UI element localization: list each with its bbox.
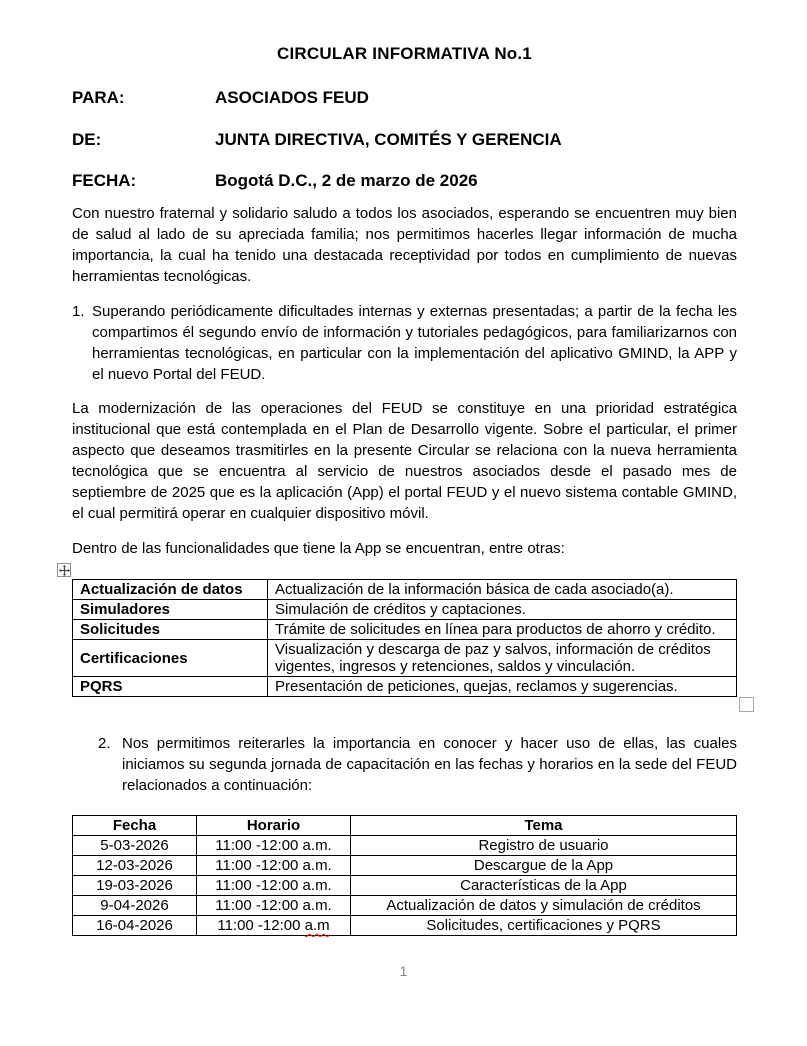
item-2-number: 2. [98, 735, 111, 752]
header-tema: Tema [351, 816, 737, 836]
page-number: 1 [399, 963, 408, 979]
item-1-number: 1. [72, 303, 85, 320]
fecha-cell: 12-03-2026 [73, 856, 197, 876]
modernization-paragraph: La modernización de las operaciones del FEUD se constituye en una prioridad estratégica institucional que está contemplada en el Plan de Desarrollo vigente. Sobre el particular, el primer aspecto que deseamos trasmitirles en la presente Circular se relaciona con la nueva herramienta tecnológica que se encuentra al servicio de nuestros asociados desde el pasado mes de septiembre de 2025 que es la aplicación (App) el portal FEUD y el nuevo sistema contable GMIND, el cual permitirá operar en cualquier dispositivo móvil. [72, 400, 737, 522]
horario-cell [197, 916, 351, 936]
table-row [73, 640, 737, 677]
tema-cell: Actualización de datos y simulación de créditos [351, 896, 737, 916]
meta-row-de [72, 130, 737, 150]
table-row [73, 876, 737, 896]
table-row [73, 600, 737, 620]
horario-text: 11:00 -12:00 [217, 917, 305, 934]
meta-value-de: JUNTA DIRECTIVA, COMITÉS Y GERENCIA [215, 130, 562, 149]
table-row [73, 620, 737, 640]
feature-name-cell: Simuladores [73, 600, 268, 620]
table-header-row [73, 816, 737, 836]
tema-cell: Registro de usuario [351, 836, 737, 856]
table-row [73, 856, 737, 876]
intro-paragraph: Con nuestro fraternal y solidario saludo a todos los asociados, esperando se encuentren muy bien de salud al lado de su apreciada familia; nos permitimos hacerles llegar información de mucha importancia, la cual ha tenido una destacada receptividad por todos en cumplimiento de nuevas herramientas tecnológicas. [72, 205, 737, 285]
fecha-cell: 5-03-2026 [73, 836, 197, 856]
numbered-item-2 [98, 733, 737, 796]
app-features-table [72, 579, 737, 697]
horario-cell: 11:00 -12:00 a.m. [197, 836, 351, 856]
table-resize-handle[interactable] [739, 697, 754, 712]
training-schedule-table-wrap [72, 815, 737, 936]
training-schedule-table [72, 815, 737, 936]
table-row [73, 677, 737, 697]
feature-desc-cell: Presentación de peticiones, quejas, reclamos y sugerencias. [268, 677, 737, 697]
four-arrows-icon [59, 565, 70, 576]
table-row [73, 836, 737, 856]
numbered-item-1 [72, 301, 737, 385]
fecha-cell: 9-04-2026 [73, 896, 197, 916]
meta-row-para [72, 88, 737, 108]
tema-cell: Descargue de la App [351, 856, 737, 876]
meta-value-para: ASOCIADOS FEUD [215, 88, 369, 107]
table-row [73, 896, 737, 916]
meta-label-de: DE: [72, 130, 102, 149]
horario-cell: 11:00 -12:00 a.m. [197, 856, 351, 876]
feature-name-cell: Actualización de datos [73, 580, 268, 600]
feature-desc-cell: Trámite de solicitudes en línea para productos de ahorro y crédito. [268, 620, 737, 640]
feature-desc-cell: Actualización de la información básica de cada asociado(a). [268, 580, 737, 600]
tema-cell: Características de la App [351, 876, 737, 896]
feature-name-cell: Solicitudes [73, 620, 268, 640]
header-horario: Horario [197, 816, 351, 836]
horario-cell: 11:00 -12:00 a.m. [197, 896, 351, 916]
feature-desc-cell: Simulación de créditos y captaciones. [268, 600, 737, 620]
item-2-text: Nos permitimos reiterarles la importancia en conocer y hacer uso de ellas, las cuales iniciamos su segunda jornada de capacitación en las fechas y horarios en la sede del FEUD relacionados a continuación: [122, 735, 737, 794]
table-move-handle-icon[interactable] [57, 563, 71, 577]
meta-label-fecha: FECHA: [72, 171, 137, 190]
meta-value-fecha: Bogotá D.C., 2 de marzo de 2026 [215, 171, 478, 190]
table-row [73, 916, 737, 936]
feature-name-cell: Certificaciones [73, 640, 268, 677]
horario-cell: 11:00 -12:00 a.m. [197, 876, 351, 896]
meta-row-fecha [72, 171, 737, 191]
functionalities-paragraph: Dentro de las funcionalidades que tiene la App se encuentran, entre otras: [72, 540, 565, 557]
app-features-table-wrap [72, 579, 737, 697]
item-1-text: Superando periódicamente dificultades internas y externas presentadas; a partir de la fecha les compartimos él segundo envío de información y tutoriales pedagógicos, para familiarizarnos con herramientas tecnológicas, en particular con la implementación del aplicativo GMIND, la APP y el nuevo Portal del FEUD. [92, 303, 737, 383]
document-content [72, 0, 737, 936]
fecha-cell: 16-04-2026 [73, 916, 197, 936]
fecha-cell: 19-03-2026 [73, 876, 197, 896]
spellcheck-marked-text: a.m [304, 917, 330, 934]
document-title: CIRCULAR INFORMATIVA No.1 [277, 44, 532, 63]
feature-name-cell: PQRS [73, 677, 268, 697]
meta-label-para: PARA: [72, 88, 125, 107]
header-fecha: Fecha [73, 816, 197, 836]
tema-cell: Solicitudes, certificaciones y PQRS [351, 916, 737, 936]
feature-desc-cell: Visualización y descarga de paz y salvos, información de créditos vigentes, ingresos y retenciones, saldos y vinculación. [268, 640, 737, 677]
table-row [73, 580, 737, 600]
